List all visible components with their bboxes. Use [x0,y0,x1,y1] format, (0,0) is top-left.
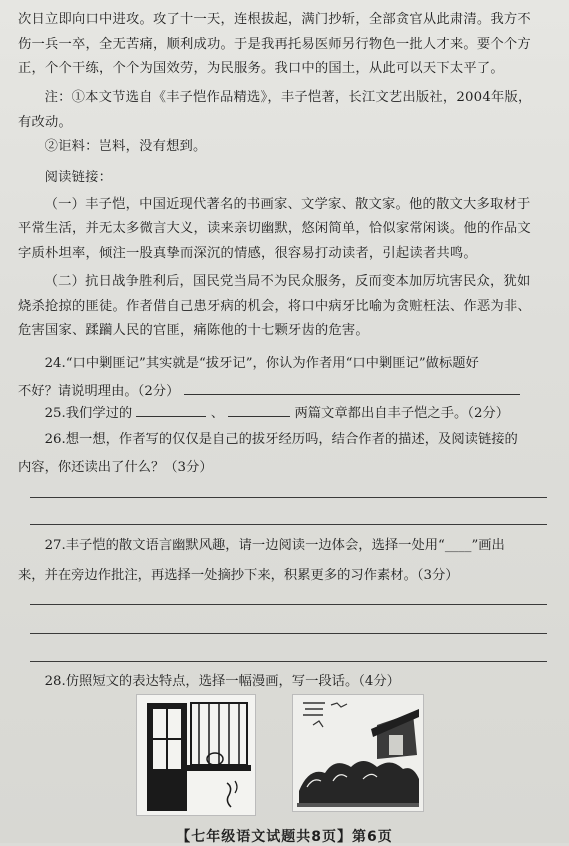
reading-link-line: （二）抗日战争胜利后，国民党当局不为民众服务，反而变本加厉坑害民众，犹如 [44,274,531,289]
question-text: 内容，你还读出了什么？（3分） [18,460,213,475]
passage-line: 伤一兵一卒，全无苦痛，顺利成功。于是我再托易医师另行物色一批人才来。要个个方 [18,36,531,52]
reading-link [18,166,549,344]
answer-blank[interactable] [136,402,206,417]
question-28 [18,670,549,694]
reading-link-line: 危害国家、蹂躏人民的官匪，痛陈他的十七颗牙齿的危害。 [18,323,369,338]
page-footer: 【七年级语文试题共8页】第6页 [176,829,393,845]
comic-drawing-landscape [293,695,423,811]
answer-blank[interactable] [184,380,520,395]
reading-link-line: （一）丰子恺，中国近现代著名的书画家、文学家、散文家。他的散文大多取材于 [44,196,531,212]
question-text: 两篇文章都出自丰子恺之手。（2分） [294,406,510,421]
question-text: 来，并在旁边作批注，再选择一处摘抄下来，积累更多的习作素材。（3分） [18,568,459,583]
answer-line[interactable] [30,604,547,605]
note-line: ②讵料：岂料，没有想到。 [44,139,207,154]
note-line: 注：①本文节选自《丰子恺作品精选》，丰子恺著，长江文艺出版社，2004年版， [44,90,532,105]
question-text: 24.“口中剿匪记”其实就是“拔牙记”，你认为作者用“口中剿匪记”做标题好 [44,356,479,371]
passage [18,8,549,82]
comic-drawing-window [137,695,255,815]
reading-link-line: 烧杀抢掠的匪徒。作者借自己患牙病的机会，将口中病牙比喻为贪赃枉法、作恶为非、 [18,298,531,314]
reading-link-title: 阅读链接： [44,170,113,185]
question-text: 26.想一想，作者写的仅仅是自己的拔牙经历吗，结合作者的描述，及阅读链接的 [44,432,518,447]
underline-mark: ____ [444,538,472,553]
answer-blank[interactable] [228,402,290,417]
note-line: 有改动。 [18,114,72,130]
passage-line: 次日立即向口中进攻。攻了十一天，连根拔起，满门抄斩，全部贪官从此肃清。我方不 [18,12,531,27]
passage-line: 正，个个干练，个个为国效劳，为民服务。我口中的国土，从此可以天下太平了。 [18,61,504,76]
question-text: 不好？请说明理由。（2分） [18,384,180,399]
question-text [18,380,549,404]
answer-line[interactable] [30,497,547,498]
notes [18,86,549,160]
comic-image-2[interactable] [292,694,424,812]
question-24 [18,352,549,404]
reading-link-line: 字质朴坦率，倾注一股真挚而深沉的情感，很容易打动读者，引起读者共鸣。 [18,245,477,261]
question-text: ”画出 [471,538,505,553]
answer-line[interactable] [30,633,547,634]
question-text: 28.仿照短文的表达特点，选择一幅漫画，写一段话。（4分） [44,674,400,689]
comic-image-1[interactable] [136,694,256,816]
reading-link-line: 平常生活，并无太多微言大义，读来亲切幽默，悠闲简单，恰似家常闲谈。他的作品文 [18,221,531,236]
question-25 [18,402,549,426]
question-27 [18,534,549,588]
question-text: 、 [210,406,224,421]
question-text: 25.我们学过的 [44,406,133,421]
answer-line[interactable] [30,524,547,525]
question-26 [18,428,549,480]
question-text: 27.丰子恺的散文语言幽默风趣，请一边阅读一边体会，选择一处用“ [44,538,445,553]
answer-line[interactable] [30,661,547,662]
